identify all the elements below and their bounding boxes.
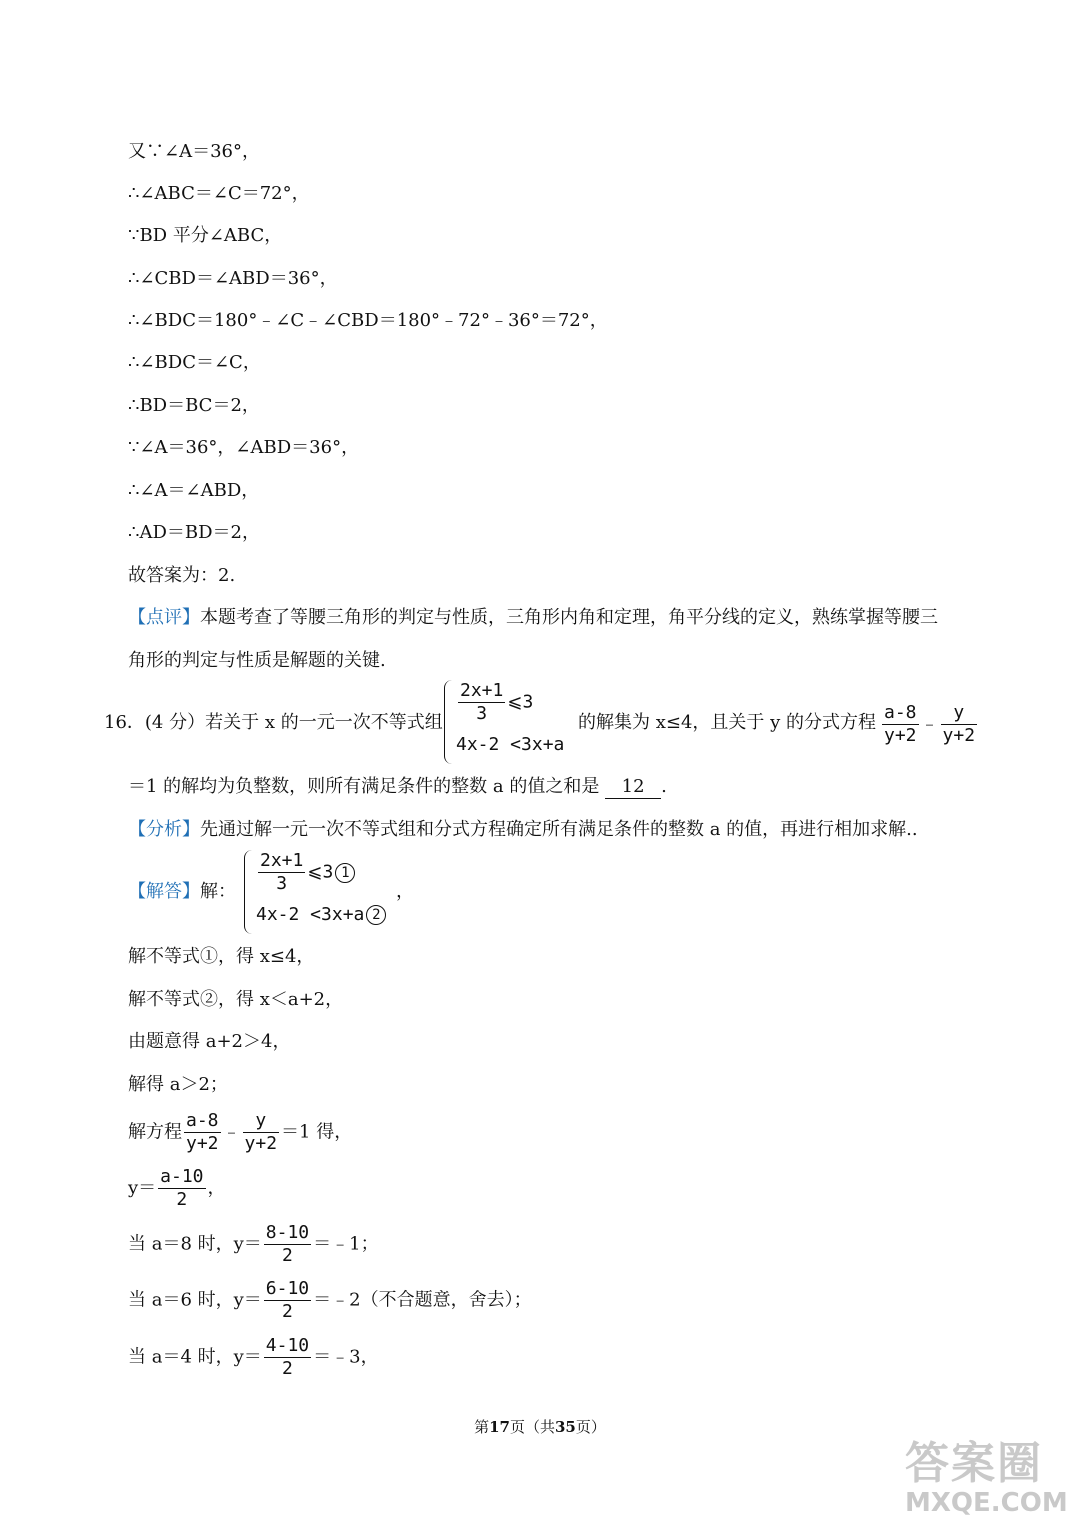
analysis-tag: 【分析】 xyxy=(128,819,200,840)
solve-equation-line: 解方程 $\frac{a-8}{y+2}$ ﹣ $\frac{y}{y+2}$ ＝1 得， xyxy=(128,1110,353,1154)
question-16-prefix: 16．(4 分）若关于 x 的一元一次不等式组 xyxy=(104,712,443,733)
comment-line: 角形的判定与性质是解题的关键. xyxy=(128,650,386,671)
solution-line: ∴∠CBD＝∠ABD＝36°， xyxy=(128,268,338,289)
solution-line: ∴∠BDC＝180°﹣∠C﹣∠CBD＝180°﹣72°﹣36°＝72°， xyxy=(128,310,608,331)
inequality-2: 4x-2 <3x+a 2 xyxy=(256,904,386,925)
inequality-1: $\frac{2x+1}{3}$ ⩽3 xyxy=(460,680,534,724)
solution-line: ∴BD＝BC＝2， xyxy=(128,395,260,416)
solution-step: 解不等式②，得 x＜a+2， xyxy=(128,989,344,1010)
inequality-2: 4x-2 <3x+a xyxy=(456,734,565,755)
solution-line: ∴∠A＝∠ABD， xyxy=(128,480,260,501)
solution-line: ∵∠A＝36°，∠ABD＝36°， xyxy=(128,437,360,458)
inequality-1: $\frac{2x+1}{3}$ ⩽3 1 xyxy=(256,850,386,894)
solution-line: ∴AD＝BD＝2， xyxy=(128,522,260,543)
comment-text: 本题考查了等腰三角形的判定与性质，三角形内角和定理，角平分线的定义，熟练掌握等腰三 xyxy=(200,607,938,628)
y-expression-line: y＝ $\frac{a-10}{2}$ ， xyxy=(128,1166,226,1210)
solution-step: 由题意得 a+2＞4， xyxy=(128,1031,291,1052)
answer-blank: 12 xyxy=(605,776,661,799)
solution-step: 解不等式①，得 x≤4， xyxy=(128,946,315,967)
comma: ， xyxy=(396,881,414,902)
page-number: 17 xyxy=(489,1418,510,1436)
case-line: 当 a＝6 时，y＝ $\frac{6-10}{2}$ ＝﹣2（不合题意，舍去）； xyxy=(128,1278,532,1322)
solution-line: 又∵∠A＝36°， xyxy=(128,141,260,162)
question-16-mid: 的解集为 x≤4，且关于 y 的分式方程 xyxy=(578,712,877,733)
inequality-system-solution xyxy=(244,850,394,934)
circled-number-1: 1 xyxy=(335,863,355,883)
fraction-a-8: $\frac{a-8}{y+2}$ xyxy=(884,702,917,746)
circled-number-2: 2 xyxy=(366,905,386,925)
solution-line: ∵BD 平分∠ABC， xyxy=(128,225,283,246)
answer-tag: 【解答】 xyxy=(128,881,200,902)
solution-step: 解得 a＞2； xyxy=(128,1074,228,1095)
page-total: 35 xyxy=(555,1418,576,1436)
fraction-4-10: $\frac{4-10}{2}$ xyxy=(265,1335,310,1379)
fraction-a-10: $\frac{a-10}{2}$ xyxy=(160,1166,204,1210)
fraction-y: $\frac{y}{y+2}$ xyxy=(244,1110,278,1154)
equation-fractions: $\frac{a-8}{y+2}$ ﹣ $\frac{y}{y+2}$ xyxy=(884,702,976,746)
fraction-8-10: $\frac{8-10}{2}$ xyxy=(265,1222,310,1266)
fraction-a-8: $\frac{a-8}{y+2}$ xyxy=(186,1110,219,1154)
fraction-y: $\frac{y}{y+2}$ xyxy=(942,702,976,746)
watermark-logo: 答案圈 MXQE.COM xyxy=(905,1438,1068,1518)
page-footer: 第17页（共35页） xyxy=(474,1418,606,1436)
inequality-system xyxy=(444,680,574,764)
inequality-1-fraction: $\frac{2x+1}{3}$ xyxy=(460,680,504,724)
comment-tag: 【点评】 xyxy=(128,607,200,628)
solution-line: 故答案为：2. xyxy=(128,565,236,586)
left-brace xyxy=(444,680,453,764)
answer-lead: 【解答】解： xyxy=(128,881,236,902)
comment-line xyxy=(128,607,938,629)
case-line: 当 a＝4 时，y＝ $\frac{4-10}{2}$ ＝﹣3， xyxy=(128,1335,379,1379)
question-16-line2: ＝1 的解均为负整数，则所有满足条件的整数 a 的值之和是 12 . xyxy=(128,776,667,797)
left-brace xyxy=(244,850,253,934)
fraction-6-10: $\frac{6-10}{2}$ xyxy=(265,1278,310,1322)
solution-line: ∴∠ABC＝∠C＝72°， xyxy=(128,183,310,204)
case-line: 当 a＝8 时，y＝ $\frac{8-10}{2}$ ＝﹣1； xyxy=(128,1222,379,1266)
solution-line: ∴∠BDC＝∠C， xyxy=(128,352,261,373)
analysis-line: 【分析】先通过解一元一次不等式组和分式方程确定所有满足条件的整数 a 的值，再进行相加求解.. xyxy=(128,819,918,840)
